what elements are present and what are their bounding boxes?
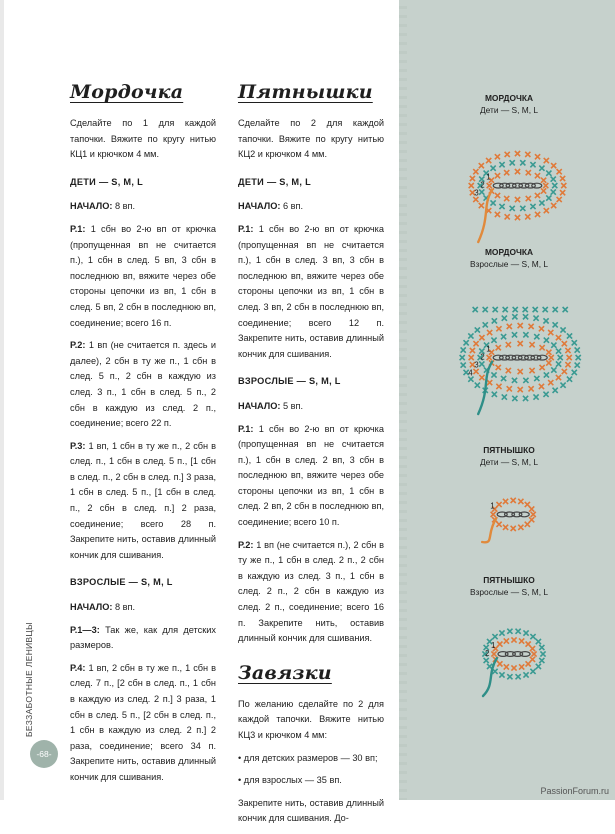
- row-number-label: 4: [468, 368, 473, 378]
- stitch-sc-mark: [546, 360, 551, 365]
- stitch-sc-mark: [567, 355, 572, 360]
- stitch-sc-mark: [557, 169, 562, 174]
- row-number-label: 1: [491, 641, 496, 650]
- row-instruction: [70, 222, 216, 331]
- stitch-sc-mark: [523, 332, 528, 337]
- stitch-sc-mark: [530, 162, 535, 167]
- stitch-sc-mark: [523, 396, 528, 401]
- stitch-sc-mark: [486, 158, 491, 163]
- stitch-sc-mark: [565, 348, 570, 353]
- stitch-sc-mark: [510, 206, 515, 211]
- stitch-sc-mark: [495, 173, 500, 178]
- stitch-sc-mark: [487, 330, 492, 335]
- stitch-sc-mark: [473, 197, 478, 202]
- section-title-pyatnyshki: Пятнышки: [238, 81, 373, 103]
- stitch-sc-mark: [553, 322, 558, 327]
- stitch-sc-mark: [503, 307, 508, 312]
- stitch-sc-mark: [511, 665, 516, 670]
- stitch-sc-mark: [551, 189, 556, 194]
- diagram-title: МОРДОЧКА: [484, 247, 534, 257]
- row-number-label: 2: [480, 352, 485, 362]
- stitch-sc-mark: [548, 380, 553, 385]
- stitch-sc-mark: [543, 318, 548, 323]
- stitch-sc-mark: [479, 203, 484, 208]
- stitch-sc-mark: [530, 657, 535, 662]
- stitch-sc-mark: [544, 208, 549, 213]
- stitch-sc-mark: [539, 384, 544, 389]
- stitch-sc-mark: [511, 498, 516, 503]
- stitch-sc-mark: [531, 512, 536, 517]
- stitch-sc-mark: [501, 334, 506, 339]
- start-label: НАЧАЛО:: [70, 201, 113, 212]
- stitch-sc-mark: [544, 338, 549, 343]
- stitch-sc-mark: [523, 378, 528, 383]
- stitch-sc-mark: [503, 525, 508, 530]
- stitch-sc-mark: [496, 522, 501, 527]
- stitch-sc-mark: [525, 214, 530, 219]
- row-label: Р.1:: [70, 223, 86, 234]
- stitch-sc-mark: [526, 196, 531, 201]
- stitch-sc-mark: [507, 324, 512, 329]
- stitch-sc-mark: [502, 394, 507, 399]
- kids-sizes-heading: ДЕТИ — S, M, L: [238, 176, 311, 187]
- stitch-sc-mark: [475, 327, 480, 332]
- diagram-caption: [403, 246, 615, 270]
- stitch-sc-mark: [560, 190, 565, 195]
- stitch-sc-mark: [504, 196, 509, 201]
- stitch-sc-mark: [529, 517, 534, 522]
- stitch-sc-mark: [469, 355, 474, 360]
- stitch-sc-mark: [479, 361, 484, 366]
- row-number-label: 1: [490, 501, 495, 511]
- row-label: Р.1—3:: [70, 624, 100, 635]
- stitch-sc-mark: [523, 314, 528, 319]
- stitch-sc-mark: [539, 326, 544, 331]
- stitch-sc-mark: [540, 345, 545, 350]
- stitch-sc-mark: [519, 638, 524, 643]
- stitch-sc-mark: [533, 316, 538, 321]
- stitch-sc-mark: [493, 307, 498, 312]
- stitch-sc-mark: [539, 658, 544, 663]
- stitch-sc-mark: [551, 177, 556, 182]
- diagram-caption: [403, 92, 615, 116]
- stitch-sc-mark: [512, 378, 517, 383]
- stitch-sc-mark: [510, 160, 515, 165]
- stitch-sc-mark: [473, 169, 478, 174]
- stitch-sc-mark: [479, 335, 484, 340]
- stitch-sc-mark: [499, 630, 504, 635]
- stitch-sc-mark: [515, 215, 520, 220]
- stitch-sc-mark: [506, 342, 511, 347]
- stitch-sc-mark: [562, 341, 567, 346]
- row-instruction: [70, 439, 216, 564]
- crochet-diagram-spot-kids: [443, 478, 573, 548]
- intro-paragraph: Сделайте по 1 для каждой тапочки. Вяжите по кругу нитью КЦ1 и крючком 4 мм.: [70, 118, 216, 160]
- stitch-sc-mark: [484, 658, 489, 663]
- stitch-sc-mark: [496, 345, 501, 350]
- adult-sizes-heading: ВЗРОСЛЫЕ — S, M, L: [238, 376, 341, 387]
- stitch-sc-mark: [553, 388, 558, 393]
- stitch-sc-mark: [501, 376, 506, 381]
- row-text: 1 сбн во 2-ю вп от крючка (пропущенная вп не считается п.), 1 сбн в след. 5 вп, 3 сбн в последнюю вп, вяжите через обе стороны цепочки из вп, 1 сбн в след. 5 вп, 2 сбн в последнюю вп, соединение; всего 16 п.: [70, 223, 216, 328]
- stitch-sc-mark: [512, 332, 517, 337]
- stitch-sc-mark: [534, 334, 539, 339]
- stitch-sc-mark: [516, 674, 521, 679]
- row-number-label: 1: [486, 172, 491, 182]
- crochet-diagram-spot-adults: [433, 602, 583, 702]
- stitch-sc-mark: [575, 347, 580, 352]
- row-text: 1 сбн во 2-ю вп от крючка (пропущенная вп не считается п.), 1 сбн в след. 2 вп, 3 сбн в последнюю вп, вяжите через обе стороны цепочки из вп, 1 сбн в след. 2 вп, 2 сбн в последнюю вп, соединение; всего 10 п.: [238, 423, 384, 528]
- stitch-sc-mark: [525, 522, 530, 527]
- crochet-diagram-muzzle-adults: [423, 290, 603, 420]
- stitch-sc-mark: [496, 502, 501, 507]
- stitch-sc-mark: [556, 361, 561, 366]
- stitch-sc-mark: [512, 396, 517, 401]
- stitch-sc-mark: [479, 189, 484, 194]
- row-instruction: [70, 338, 216, 432]
- stitch-sc-mark: [523, 307, 528, 312]
- stitch-chain-mark: [532, 183, 542, 188]
- stitch-sc-mark: [539, 166, 544, 171]
- stitch-sc-mark: [526, 170, 531, 175]
- stitch-sc-mark: [499, 204, 504, 209]
- stitch-sc-mark: [496, 384, 501, 389]
- stitch-sc-mark: [464, 340, 469, 345]
- diagram-subtitle: Взрослые — S, M, L: [469, 259, 549, 269]
- watermark: PassionForum.ru: [540, 786, 609, 796]
- stitch-sc-mark: [556, 335, 561, 340]
- stitch-sc-mark: [535, 193, 540, 198]
- stitch-sc-mark: [530, 646, 535, 651]
- stitch-sc-mark: [470, 348, 475, 353]
- stitch-sc-mark: [551, 203, 556, 208]
- stitch-sc-mark: [534, 376, 539, 381]
- yarn-tail: [483, 658, 497, 696]
- stitch-sc-mark: [495, 154, 500, 159]
- stitch-sc-mark: [518, 499, 523, 504]
- start-label: НАЧАЛО:: [70, 602, 113, 613]
- stitch-sc-mark: [491, 200, 496, 205]
- stitch-sc-mark: [530, 204, 535, 209]
- row-number-label: 2: [485, 649, 490, 658]
- stitch-sc-mark: [504, 664, 509, 669]
- stitch-sc-mark: [535, 173, 540, 178]
- row-number-label: 3: [474, 188, 479, 198]
- stitch-sc-mark: [487, 183, 492, 188]
- start-text: 8 вп.: [112, 201, 136, 212]
- kids-sizes-heading: ДЕТИ — S, M, L: [70, 176, 143, 187]
- diagram-caption: [403, 574, 615, 598]
- start-row: [70, 600, 216, 616]
- stitch-chain-mark: [520, 652, 530, 657]
- stitch-sc-mark: [523, 630, 528, 635]
- start-text: 6 вп.: [280, 201, 304, 212]
- stitch-sc-mark: [548, 330, 553, 335]
- stitch-sc-mark: [491, 512, 496, 517]
- stitch-sc-mark: [523, 672, 528, 677]
- row-instruction: [238, 222, 384, 362]
- stitch-sc-mark: [529, 342, 534, 347]
- stitch-sc-mark: [553, 307, 558, 312]
- stitch-sc-mark: [535, 154, 540, 159]
- stitch-sc-mark: [496, 326, 501, 331]
- stitch-sc-mark: [460, 355, 465, 360]
- stitch-sc-mark: [546, 195, 551, 200]
- stitch-sc-mark: [479, 375, 484, 380]
- stitch-sc-mark: [499, 672, 504, 677]
- stitch-sc-mark: [505, 214, 510, 219]
- stitch-sc-mark: [520, 160, 525, 165]
- right-column: [238, 80, 384, 834]
- row-text: 1 вп (не считается п.), 2 сбн в ту же п., 1 сбн в след. 2 п., 2 сбн в каждую из след. 3 п., 1 сбн в след. 2 п., 2 сбн в каждую из след. 2 п., соединение; всего 16 п. Закрепите нить, оставив длинный кончик для сшивания.: [238, 539, 384, 644]
- row-label: Р.3:: [70, 440, 86, 451]
- stitch-sc-mark: [492, 318, 497, 323]
- stitch-sc-mark: [473, 341, 478, 346]
- row-text: 1 вп (не считается п. здесь и далее), 2 сбн в ту же п., 1 сбн в след. 5 п., 2 сбн в каждую из след. 3 п., 1 сбн в след. 5 п., 2 сбн в каждую из след. 2 п., соединение; всего 22 п.: [70, 340, 216, 429]
- stitch-sc-mark: [495, 212, 500, 217]
- stitch-sc-mark: [530, 669, 535, 674]
- stitch-sc-mark: [543, 392, 548, 397]
- row-text: 1 вп, 2 сбн в ту же п., 1 сбн в след. 7 п., [2 сбн в след. п., 1 сбн в каждую из след. 2 п.] 3 раза, 1 сбн в след. 5 п., [2 сбн в след. п., 1 сбн в каждую из след. 2 п.] 2 раза, соединение; всего 34 п. Закрепите нить, оставив длинный кончик для сшивания.: [70, 662, 216, 782]
- stitch-sc-mark: [461, 363, 466, 368]
- stitch-sc-mark: [551, 343, 556, 348]
- stitch-sc-mark: [544, 158, 549, 163]
- stitch-sc-mark: [507, 629, 512, 634]
- stitch-sc-mark: [515, 169, 520, 174]
- section-title-zavyazki: Завязки: [238, 661, 332, 684]
- start-row: [70, 199, 216, 215]
- diagram-title: ПЯТНЫШКО: [483, 445, 535, 455]
- stitch-sc-mark: [531, 651, 536, 656]
- row-text: 1 сбн во 2-ю вп от крючка (пропущенная вп не считается п.), 1 сбн в след. 3 вп, 3 сбн в последнюю вп, вяжите через обе стороны цепочки из вп, 1 сбн в след. 3 вп, 2 сбн в последнюю вп, соединение; всего 12 п. Закрепите нить, оставив длинный кончик для сшивания.: [238, 223, 384, 359]
- section-title-mordochka: Мордочка: [70, 81, 184, 103]
- stitch-sc-mark: [505, 152, 510, 157]
- stitch-sc-mark: [499, 162, 504, 167]
- diagram-title: ПЯТНЫШКО: [483, 575, 535, 585]
- stitch-sc-mark: [572, 370, 577, 375]
- left-column: [70, 80, 216, 793]
- stitch-sc-mark: [479, 163, 484, 168]
- stitch-sc-mark: [483, 322, 488, 327]
- diagram-sidebar: [403, 0, 615, 800]
- stitch-sc-mark: [567, 377, 572, 382]
- start-label: НАЧАЛО:: [238, 400, 281, 411]
- stitch-sc-mark: [533, 307, 538, 312]
- ties-outro: Закрепите нить, оставив длинный кончик для сшивания. До-: [238, 797, 384, 824]
- stitch-sc-mark: [541, 188, 546, 193]
- stitch-sc-mark: [483, 307, 488, 312]
- stitch-sc-mark: [461, 347, 466, 352]
- stitch-sc-mark: [516, 629, 521, 634]
- stitch-sc-mark: [468, 333, 473, 338]
- stitch-sc-mark: [525, 152, 530, 157]
- stitch-sc-mark: [504, 638, 509, 643]
- stitch-sc-mark: [491, 166, 496, 171]
- stitch-sc-mark: [552, 183, 557, 188]
- stitch-sc-mark: [533, 394, 538, 399]
- stitch-sc-mark: [557, 197, 562, 202]
- stitch-sc-mark: [511, 637, 516, 642]
- diagram-title: МОРДОЧКА: [484, 93, 534, 103]
- diagram-subtitle: Дети — S, M, L: [479, 457, 539, 467]
- stitch-sc-mark: [518, 341, 523, 346]
- intro-paragraph: Сделайте по 2 для каждой тапочки. Вяжите по кругу нитью КЦ2 и крючком 4 мм.: [238, 118, 384, 160]
- stitch-sc-mark: [529, 386, 534, 391]
- stitch-sc-mark: [496, 365, 501, 370]
- stitch-sc-mark: [518, 387, 523, 392]
- stitch-sc-mark: [549, 355, 554, 360]
- stitch-sc-mark: [492, 392, 497, 397]
- yarn-tail: [482, 518, 496, 542]
- diagram-subtitle: Взрослые — S, M, L: [469, 587, 549, 597]
- stitch-sc-mark: [551, 367, 556, 372]
- stitch-sc-mark: [535, 212, 540, 217]
- stitch-sc-mark: [491, 372, 496, 377]
- row-number-label: 3: [474, 360, 479, 370]
- stitch-sc-mark: [519, 664, 524, 669]
- stitch-sc-mark: [491, 338, 496, 343]
- stitch-sc-mark: [558, 355, 563, 360]
- stitch-sc-mark: [529, 506, 534, 511]
- stitch-sc-mark: [546, 171, 551, 176]
- stitch-sc-mark: [551, 163, 556, 168]
- diagram-subtitle: Дети — S, M, L: [479, 105, 539, 115]
- start-text: 5 вп.: [280, 400, 304, 411]
- diagram-caption: [403, 444, 615, 468]
- stitch-sc-mark: [502, 316, 507, 321]
- stitch-sc-mark: [473, 369, 478, 374]
- stitch-sc-mark: [536, 664, 541, 669]
- stitch-sc-mark: [487, 380, 492, 385]
- stitch-sc-mark: [526, 661, 531, 666]
- stitch-sc-mark: [507, 674, 512, 679]
- stitch-sc-mark: [511, 526, 516, 531]
- stitch-sc-mark: [539, 200, 544, 205]
- stitch-sc-mark: [515, 197, 520, 202]
- stitch-sc-mark: [567, 333, 572, 338]
- stitch-sc-mark: [507, 386, 512, 391]
- stitch-sc-mark: [540, 365, 545, 370]
- stitch-sc-mark: [560, 176, 565, 181]
- stitch-sc-mark: [530, 634, 535, 639]
- stitch-chain-mark: [537, 355, 547, 360]
- stitch-sc-mark: [543, 307, 548, 312]
- stitch-sc-mark: [487, 355, 492, 360]
- row-text: 1 вп, 1 сбн в ту же п., 2 сбн в след. п., 1 сбн в след. 5 п., [1 сбн в след. п., 2 сбн в след. п.] 3 раза, 1 сбн в след. 5 п., [1 сбн в след. п., 2 сбн в след. п.] 2 раза, соединение; всего 28 п. Закрепите нить, оставив длинный кончик для сшивания.: [70, 440, 216, 560]
- stitch-sc-mark: [518, 323, 523, 328]
- stitch-sc-mark: [529, 368, 534, 373]
- row-text: Так же, как для детских размеров.: [70, 624, 216, 651]
- stitch-sc-mark: [518, 369, 523, 374]
- stitch-sc-mark: [572, 340, 577, 345]
- stitch-sc-mark: [544, 372, 549, 377]
- stitch-sc-mark: [515, 151, 520, 156]
- adult-sizes-heading: ВЗРОСЛЫЕ — S, M, L: [70, 577, 173, 588]
- stitch-sc-mark: [539, 645, 544, 650]
- stitch-sc-mark: [518, 525, 523, 530]
- start-row: [238, 199, 384, 215]
- stitch-sc-mark: [492, 634, 497, 639]
- row-label: Р.2:: [238, 539, 254, 550]
- row-instruction: [238, 538, 384, 647]
- stitch-chain-mark: [519, 512, 529, 517]
- bullet-item: • для детских размеров — 30 вп;: [238, 752, 378, 763]
- row-number-label: 1: [486, 344, 491, 354]
- row-instruction: [238, 422, 384, 531]
- stitch-sc-mark: [560, 327, 565, 332]
- page-edge: [0, 0, 4, 800]
- stitch-sc-mark: [540, 651, 545, 656]
- row-instruction: [70, 661, 216, 786]
- stitch-sc-mark: [475, 383, 480, 388]
- stitch-sc-mark: [575, 363, 580, 368]
- stitch-sc-mark: [495, 193, 500, 198]
- stitch-sc-mark: [556, 349, 561, 354]
- stitch-sc-mark: [520, 206, 525, 211]
- stitch-sc-mark: [556, 375, 561, 380]
- stitch-sc-mark: [576, 355, 581, 360]
- stitch-sc-mark: [469, 183, 474, 188]
- stitch-sc-mark: [546, 350, 551, 355]
- stitch-sc-mark: [513, 307, 518, 312]
- row-label: Р.4:: [70, 662, 86, 673]
- row-label: Р.1:: [238, 223, 254, 234]
- stitch-sc-mark: [525, 502, 530, 507]
- stitch-sc-mark: [541, 178, 546, 183]
- stitch-sc-mark: [562, 369, 567, 374]
- stitch-sc-mark: [504, 170, 509, 175]
- stitch-sc-mark: [560, 383, 565, 388]
- stitch-sc-mark: [506, 368, 511, 373]
- row-label: Р.1:: [238, 423, 254, 434]
- stitch-sc-mark: [529, 324, 534, 329]
- stitch-sc-mark: [526, 642, 531, 647]
- stitch-sc-mark: [565, 362, 570, 367]
- row-label: Р.2:: [70, 340, 86, 351]
- stitch-sc-mark: [512, 314, 517, 319]
- start-text: 8 вп.: [112, 602, 136, 613]
- crochet-diagram-muzzle-kids: [423, 118, 598, 248]
- row-number-label: 2: [480, 180, 485, 190]
- book-section-label: БЕЗЗАБОТНЫЕ ЛЕНИВЦЫ: [24, 622, 34, 737]
- stitch-sc-mark: [470, 176, 475, 181]
- start-label: НАЧАЛО:: [238, 201, 281, 212]
- stitch-sc-mark: [473, 307, 478, 312]
- ties-intro: По желанию сделайте по 2 для каждой тапочки. Вяжите нитью КЦ3 и крючком 4 мм:: [238, 698, 384, 740]
- page-number-badge: -68-: [30, 740, 58, 768]
- stitch-sc-mark: [563, 307, 568, 312]
- row-instruction: [70, 623, 216, 654]
- start-row: [238, 399, 384, 415]
- stitch-sc-mark: [497, 661, 502, 666]
- stitch-sc-mark: [503, 499, 508, 504]
- stitch-sc-mark: [497, 642, 502, 647]
- stitch-sc-mark: [543, 183, 548, 188]
- stitch-sc-mark: [491, 651, 496, 656]
- stitch-sc-mark: [561, 183, 566, 188]
- stitch-sc-mark: [536, 639, 541, 644]
- bullet-item: • для взрослых — 35 вп.: [238, 775, 342, 786]
